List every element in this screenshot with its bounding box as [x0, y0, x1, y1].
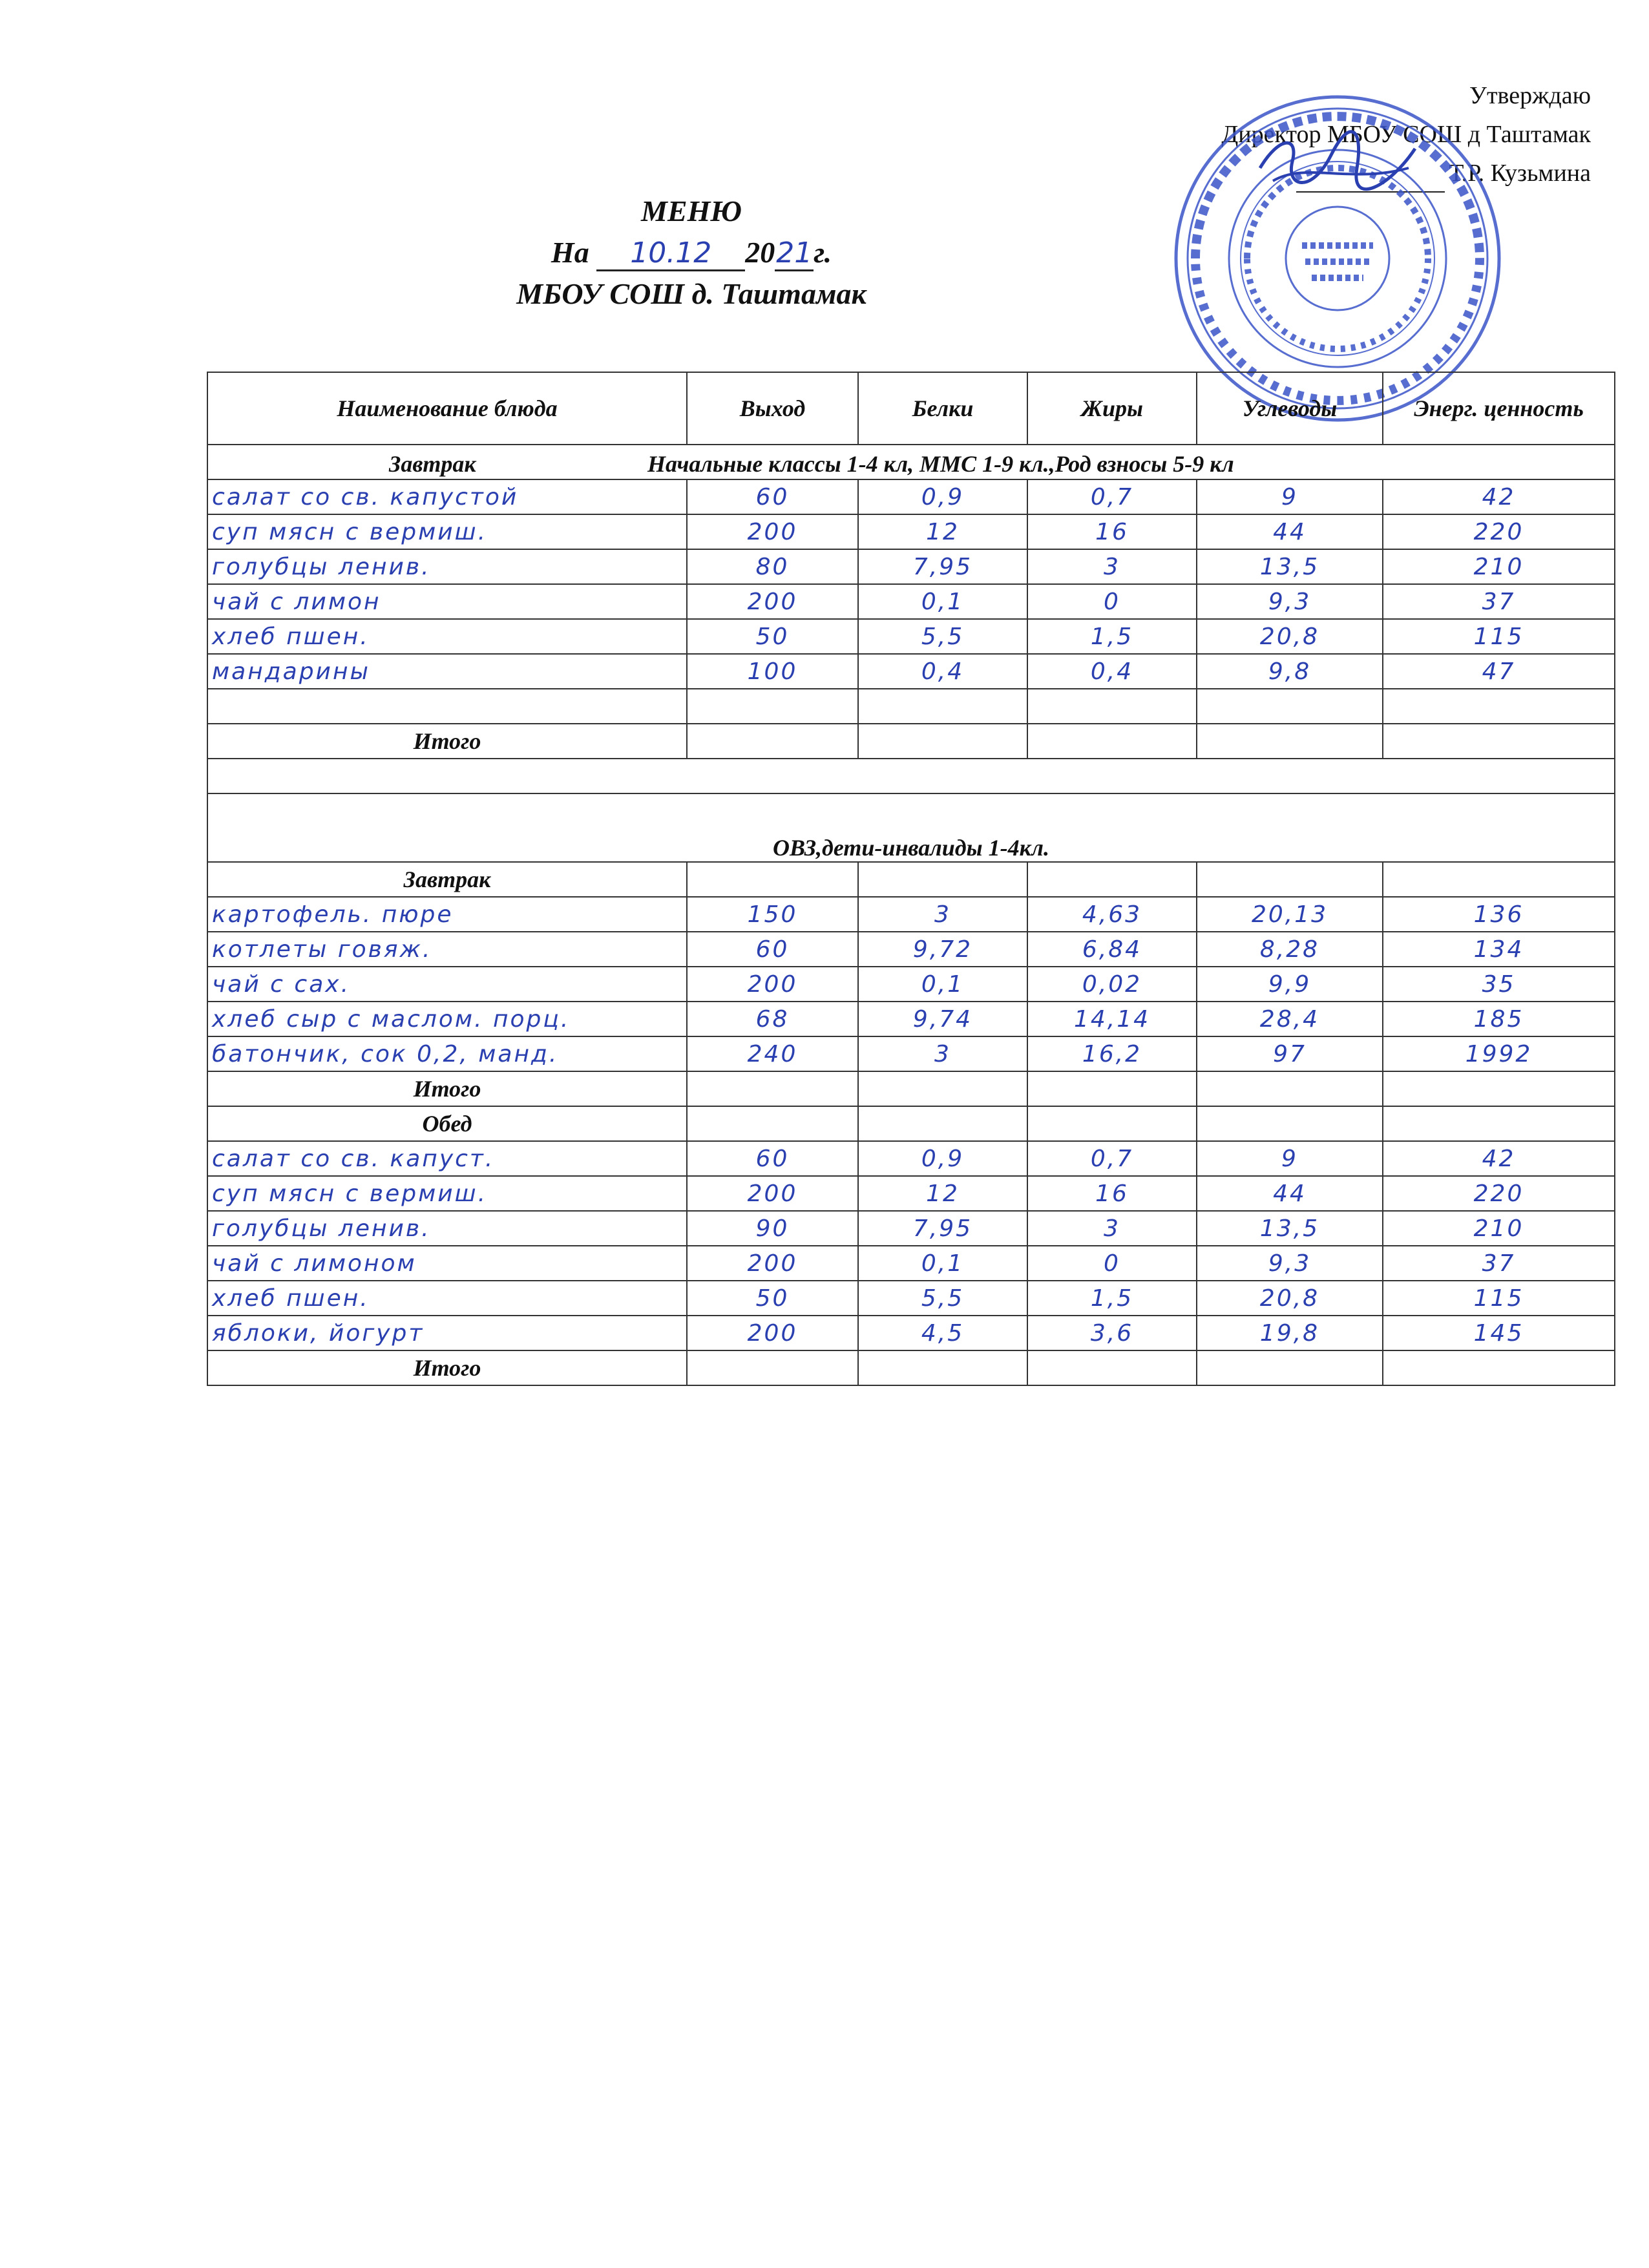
header-energy: Энерг. ценность: [1383, 372, 1615, 445]
carbs-value: 20,8: [1197, 1281, 1383, 1316]
energy-value: 42: [1383, 479, 1615, 514]
output-value: 60: [687, 1141, 858, 1176]
section1-meal: Завтрак: [389, 451, 476, 477]
protein-value: 9,74: [858, 1002, 1027, 1036]
protein-value: 3: [858, 897, 1027, 932]
handwritten-signature-icon: [1254, 123, 1422, 200]
fat-value: 16,2: [1027, 1036, 1197, 1071]
carbs-value: 44: [1197, 514, 1383, 549]
protein-value: 0,1: [858, 967, 1027, 1002]
carbs-value: 9,3: [1197, 1246, 1383, 1281]
header-dish: Наименование блюда: [207, 372, 687, 445]
dish-name: суп мясн с вермиш.: [207, 1176, 687, 1211]
carbs-value: 44: [1197, 1176, 1383, 1211]
table-row: [207, 479, 1615, 514]
protein-value: 7,95: [858, 1211, 1027, 1246]
fat-value: 0: [1027, 584, 1197, 619]
dish-name: чай с лимон: [207, 584, 687, 619]
output-value: 200: [687, 1246, 858, 1281]
protein-value: 12: [858, 514, 1027, 549]
protein-value: 0,9: [858, 1141, 1027, 1176]
dish-name: салат со св. капустой: [207, 479, 687, 514]
table-row: [207, 967, 1615, 1002]
fat-value: 3,6: [1027, 1316, 1197, 1350]
dish-name: салат со св. капуст.: [207, 1141, 687, 1176]
fat-value: 1,5: [1027, 619, 1197, 654]
table-row: [207, 689, 1615, 724]
table-row: [207, 932, 1615, 967]
section2-lunch-label: Обед: [207, 1106, 687, 1141]
menu-table: [207, 372, 1615, 1386]
output-value: 240: [687, 1036, 858, 1071]
energy-value: 37: [1383, 584, 1615, 619]
dish-name: суп мясн с вермиш.: [207, 514, 687, 549]
header-carbs: Углеводы: [1197, 372, 1383, 445]
table-row: [207, 584, 1615, 619]
carbs-value: 9,3: [1197, 584, 1383, 619]
output-value: 60: [687, 479, 858, 514]
protein-value: 9,72: [858, 932, 1027, 967]
carbs-value: 19,8: [1197, 1316, 1383, 1350]
output-value: 60: [687, 932, 858, 967]
output-value: 50: [687, 1281, 858, 1316]
output-value: 100: [687, 654, 858, 689]
table-row: [207, 1141, 1615, 1176]
carbs-value: 9: [1197, 1141, 1383, 1176]
output-value: 90: [687, 1211, 858, 1246]
energy-value: 35: [1383, 967, 1615, 1002]
fat-value: 0,4: [1027, 654, 1197, 689]
carbs-value: 28,4: [1197, 1002, 1383, 1036]
carbs-value: 9,9: [1197, 967, 1383, 1002]
fat-value: 16: [1027, 1176, 1197, 1211]
energy-value: 185: [1383, 1002, 1615, 1036]
section2-group: ОВЗ,дети-инвалиды 1-4кл.: [207, 793, 1615, 862]
dish-name: яблоки, йогурт: [207, 1316, 687, 1350]
energy-value: 37: [1383, 1246, 1615, 1281]
energy-value: 210: [1383, 549, 1615, 584]
protein-value: 5,5: [858, 619, 1027, 654]
section2-lunch-rows: [207, 1141, 1615, 1350]
dish-name: батончик, сок 0,2, манд.: [207, 1036, 687, 1071]
section2-heading-row: [207, 793, 1615, 862]
energy-value: 1992: [1383, 1036, 1615, 1071]
page-title: МЕНЮ: [641, 194, 742, 227]
year-field: [775, 236, 814, 271]
year-suffix: г.: [814, 236, 832, 269]
energy-value: 210: [1383, 1211, 1615, 1246]
table-row: [207, 514, 1615, 549]
protein-value: 0,1: [858, 584, 1027, 619]
table-row: [207, 1176, 1615, 1211]
output-value: 150: [687, 897, 858, 932]
carbs-value: 97: [1197, 1036, 1383, 1071]
approval-label: Утверждаю: [1469, 82, 1591, 109]
fat-value: 0,7: [1027, 1141, 1197, 1176]
section2-lunch-total-label: Итого: [207, 1350, 687, 1385]
section2-breakfast-label: Завтрак: [207, 862, 687, 897]
fat-value: 0,02: [1027, 967, 1197, 1002]
output-value: 200: [687, 1176, 858, 1211]
section1-rows: [207, 479, 1615, 689]
output-value: 200: [687, 1316, 858, 1350]
protein-value: 5,5: [858, 1281, 1027, 1316]
dish-name: хлеб сыр с маслом. порц.: [207, 1002, 687, 1036]
header-protein: Белки: [858, 372, 1027, 445]
energy-value: 42: [1383, 1141, 1615, 1176]
fat-value: 16: [1027, 514, 1197, 549]
school-name: МБОУ СОШ д. Таштамак: [516, 277, 867, 310]
fat-value: 14,14: [1027, 1002, 1197, 1036]
table-row: [207, 549, 1615, 584]
table-row: [207, 654, 1615, 689]
carbs-value: 9: [1197, 479, 1383, 514]
output-value: 68: [687, 1002, 858, 1036]
dish-name: мандарины: [207, 654, 687, 689]
protein-value: 4,5: [858, 1316, 1027, 1350]
dish-name: хлеб пшен.: [207, 619, 687, 654]
fat-value: 0,7: [1027, 479, 1197, 514]
table-header-row: [207, 372, 1615, 445]
dish-name: хлеб пшен.: [207, 1281, 687, 1316]
date-handwritten: 10.12: [630, 236, 712, 269]
section2-breakfast-row: [207, 862, 1615, 897]
section2-lunch-row: [207, 1106, 1615, 1141]
section2-breakfast-total-row: [207, 1071, 1615, 1106]
energy-value: 220: [1383, 1176, 1615, 1211]
protein-value: 3: [858, 1036, 1027, 1071]
table-row: [207, 759, 1615, 793]
fat-value: 3: [1027, 1211, 1197, 1246]
carbs-value: 13,5: [1197, 549, 1383, 584]
output-value: 50: [687, 619, 858, 654]
fat-value: 3: [1027, 549, 1197, 584]
fat-value: 1,5: [1027, 1281, 1197, 1316]
table-row: [207, 1316, 1615, 1350]
carbs-value: 13,5: [1197, 1211, 1383, 1246]
carbs-value: 8,28: [1197, 932, 1383, 967]
date-line: [491, 233, 892, 273]
dish-name: голубцы ленив.: [207, 1211, 687, 1246]
dish-name: голубцы ленив.: [207, 549, 687, 584]
section1-heading-row: [207, 445, 1615, 479]
energy-value: 47: [1383, 654, 1615, 689]
carbs-value: 20,8: [1197, 619, 1383, 654]
fat-value: 6,84: [1027, 932, 1197, 967]
protein-value: 0,1: [858, 1246, 1027, 1281]
section1-total-label: Итого: [207, 724, 687, 759]
output-value: 200: [687, 514, 858, 549]
energy-value: 115: [1383, 1281, 1615, 1316]
table-row: [207, 1036, 1615, 1071]
section1-heading: [207, 445, 1615, 479]
table-row: [207, 1246, 1615, 1281]
output-value: 200: [687, 967, 858, 1002]
energy-value: 136: [1383, 897, 1615, 932]
year-handwritten: 21: [776, 236, 813, 269]
protein-value: 0,9: [858, 479, 1027, 514]
energy-value: 220: [1383, 514, 1615, 549]
carbs-value: 9,8: [1197, 654, 1383, 689]
carbs-value: 20,13: [1197, 897, 1383, 932]
section2-breakfast-total-label: Итого: [207, 1071, 687, 1106]
protein-value: 12: [858, 1176, 1027, 1211]
table-row: [207, 897, 1615, 932]
approval-director-name: Т.Р. Кузьмина: [1449, 160, 1591, 187]
table-row: [207, 1002, 1615, 1036]
energy-value: 134: [1383, 932, 1615, 967]
year-prefix: 20: [745, 236, 775, 269]
protein-value: 0,4: [858, 654, 1027, 689]
section1-total-row: [207, 724, 1615, 759]
header-output: Выход: [687, 372, 858, 445]
dish-name: чай с сах.: [207, 967, 687, 1002]
date-prefix: На: [551, 236, 589, 269]
protein-value: 7,95: [858, 549, 1027, 584]
fat-value: 0: [1027, 1246, 1197, 1281]
energy-value: 115: [1383, 619, 1615, 654]
output-value: 80: [687, 549, 858, 584]
section2-breakfast-rows: [207, 897, 1615, 1071]
table-row: [207, 1281, 1615, 1316]
dish-name: картофель. пюре: [207, 897, 687, 932]
table-row: [207, 1211, 1615, 1246]
energy-value: 145: [1383, 1316, 1615, 1350]
approval-position: Директор МБОУ СОШ д Таштамак: [1221, 121, 1591, 148]
header-fat: Жиры: [1027, 372, 1197, 445]
fat-value: 4,63: [1027, 897, 1197, 932]
section2-lunch-total-row: [207, 1350, 1615, 1385]
table-row: [207, 619, 1615, 654]
date-field: [596, 236, 745, 271]
dish-name: чай с лимоном: [207, 1246, 687, 1281]
section1-group: Начальные классы 1-4 кл, ММС 1-9 кл.,Род взносы 5-9 кл: [647, 451, 1234, 477]
dish-name: котлеты говяж.: [207, 932, 687, 967]
output-value: 200: [687, 584, 858, 619]
